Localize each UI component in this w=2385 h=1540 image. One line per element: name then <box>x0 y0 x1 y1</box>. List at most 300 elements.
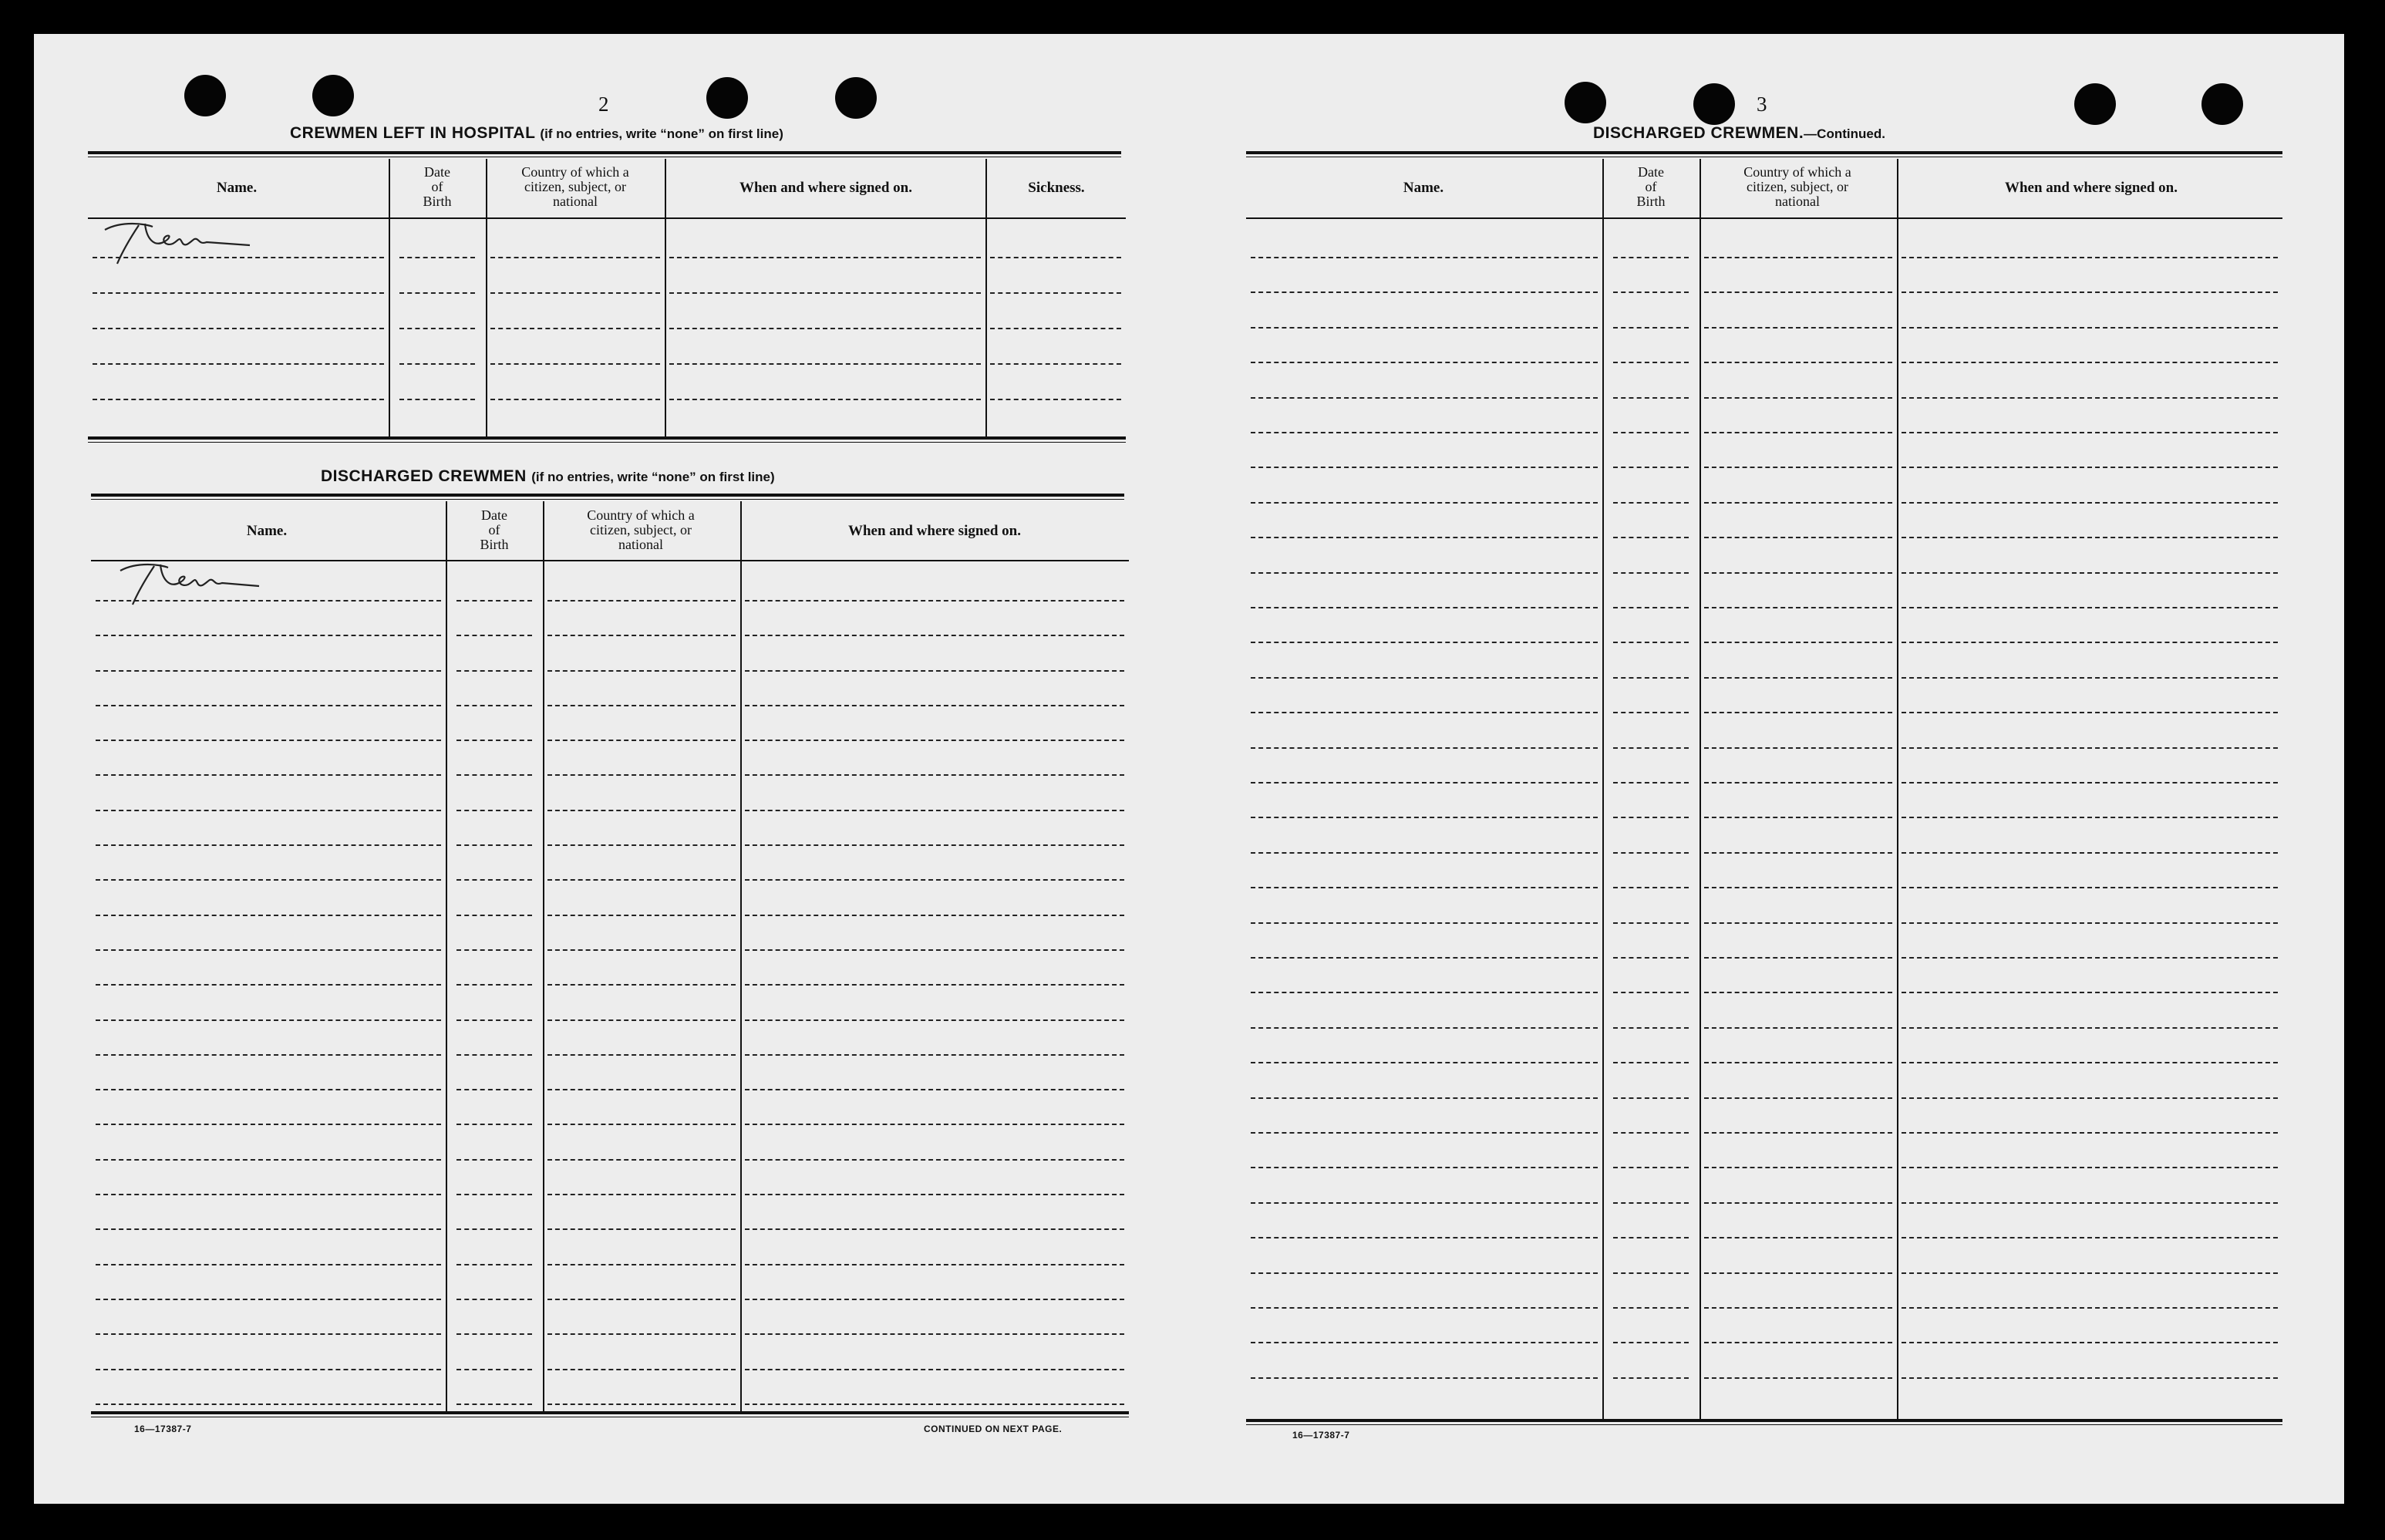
table-entry-line <box>1902 642 2278 643</box>
table-entry-line <box>1251 537 1598 538</box>
page-number-right: 3 <box>1757 93 1767 116</box>
table-entry-line <box>1902 1167 2278 1168</box>
col-header-sickness: Sickness. <box>1028 180 1085 196</box>
table-entry-line <box>547 1228 736 1230</box>
table-entry-line <box>745 1124 1124 1125</box>
table-entry-line <box>96 810 441 811</box>
table-entry-line <box>1613 362 1689 363</box>
table-entry-line <box>96 670 441 672</box>
table-entry-line <box>547 635 736 636</box>
table-entry-line <box>1902 502 2278 504</box>
table-entry-line <box>1902 1237 2278 1238</box>
table-entry-line <box>96 915 441 916</box>
table-column-divider <box>1602 159 1604 1419</box>
handwritten-none-signature <box>99 216 253 278</box>
table-entry-line <box>96 1019 441 1021</box>
table-entry-line <box>1902 747 2278 749</box>
punch-hole <box>706 77 748 119</box>
table-entry-line <box>547 670 736 672</box>
table-entry-line <box>456 1159 532 1161</box>
table-entry-line <box>1704 1307 1892 1309</box>
table-entry-line <box>456 1369 532 1370</box>
table-entry-line <box>1251 642 1598 643</box>
table-entry-line <box>745 810 1124 811</box>
table-entry-line <box>1251 1202 1598 1204</box>
table-entry-line <box>1613 992 1689 993</box>
discharged-title-text: DISCHARGED CREWMEN <box>321 467 527 485</box>
table-entry-line <box>547 844 736 846</box>
table-entry-line <box>745 1054 1124 1056</box>
table-entry-line <box>547 1299 736 1300</box>
discharged-continued-title <box>1593 124 1885 143</box>
table-entry-line <box>1902 362 2278 363</box>
table-entry-line <box>96 1124 441 1125</box>
table-entry-line <box>1902 607 2278 608</box>
table-entry-line <box>1613 397 1689 399</box>
table-entry-line <box>1613 1342 1689 1343</box>
table-entry-line <box>93 328 384 329</box>
table-bottom-rule <box>1246 1419 2282 1425</box>
table-entry-line <box>990 257 1121 258</box>
table-entry-line <box>1902 1062 2278 1063</box>
punch-hole <box>184 75 226 116</box>
table-entry-line <box>1251 887 1598 888</box>
table-entry-line <box>1704 1132 1892 1134</box>
table-entry-line <box>1251 397 1598 399</box>
table-entry-line <box>745 670 1124 672</box>
table-entry-line <box>96 705 441 706</box>
table-entry-line <box>1613 782 1689 783</box>
table-entry-line <box>1902 572 2278 574</box>
table-entry-line <box>1251 1167 1598 1168</box>
table-entry-line <box>547 949 736 951</box>
table-entry-line <box>1613 957 1689 959</box>
table-entry-line <box>1613 537 1689 538</box>
table-entry-line <box>456 705 532 706</box>
table-entry-line <box>1902 852 2278 854</box>
table-entry-line <box>456 1019 532 1021</box>
punch-hole <box>1565 82 1606 123</box>
table-entry-line <box>1704 537 1892 538</box>
table-entry-line <box>1613 291 1689 293</box>
hospital-section-title <box>290 124 783 143</box>
table-entry-line <box>456 1299 532 1300</box>
table-entry-line <box>1251 1097 1598 1099</box>
table-entry-line <box>1251 467 1598 468</box>
table-entry-line <box>745 1089 1124 1090</box>
table-entry-line <box>1251 782 1598 783</box>
table-entry-line <box>1902 782 2278 783</box>
table-entry-line <box>1613 887 1689 888</box>
table-entry-line <box>1704 572 1892 574</box>
table-entry-line <box>1902 992 2278 993</box>
hospital-title-text: CREWMEN LEFT IN HOSPITAL <box>290 124 536 142</box>
table-entry-line <box>1902 712 2278 713</box>
table-entry-line <box>1704 1027 1892 1029</box>
table-entry-line <box>456 1228 532 1230</box>
table-entry-line <box>547 1019 736 1021</box>
table-entry-line <box>1251 1377 1598 1379</box>
col-header-when-where: When and where signed on. <box>739 180 912 196</box>
col-header-when-where: When and where signed on. <box>2004 180 2178 196</box>
table-entry-line <box>1613 817 1689 818</box>
table-entry-line <box>96 1159 441 1161</box>
table-entry-line <box>1704 887 1892 888</box>
table-entry-line <box>547 600 736 602</box>
table-entry-line <box>547 1124 736 1125</box>
table-entry-line <box>1902 1342 2278 1343</box>
table-entry-line <box>93 363 384 365</box>
discharged-continued-title-text: DISCHARGED CREWMEN. <box>1593 124 1804 142</box>
table-entry-line <box>456 635 532 636</box>
form-number-right: 16—17387-7 <box>1292 1430 1350 1441</box>
table-entry-line <box>1251 677 1598 679</box>
table-entry-line <box>547 1194 736 1195</box>
col-header-name: Name. <box>1403 180 1444 196</box>
table-entry-line <box>745 1404 1124 1405</box>
table-entry-line <box>1902 887 2278 888</box>
table-entry-line <box>456 600 532 602</box>
col-header-when-where: When and where signed on. <box>847 523 1021 539</box>
table-entry-line <box>1251 957 1598 959</box>
table-entry-line <box>399 328 475 329</box>
table-entry-line <box>990 363 1121 365</box>
table-entry-line <box>399 257 475 258</box>
table-entry-line <box>93 292 384 294</box>
table-entry-line <box>745 915 1124 916</box>
table-entry-line <box>745 1159 1124 1161</box>
table-entry-line <box>96 1228 441 1230</box>
table-entry-line <box>490 363 660 365</box>
discharged-section-title <box>321 467 775 486</box>
table-entry-line <box>1251 257 1598 258</box>
table-entry-line <box>547 915 736 916</box>
table-entry-line <box>1704 782 1892 783</box>
table-entry-line <box>547 1089 736 1090</box>
table-entry-line <box>490 292 660 294</box>
table-entry-line <box>1613 747 1689 749</box>
table-entry-line <box>96 1404 441 1405</box>
table-entry-line <box>1902 327 2278 329</box>
table-entry-line <box>456 844 532 846</box>
table-entry-line <box>1902 1307 2278 1309</box>
table-entry-line <box>399 399 475 400</box>
table-entry-line <box>547 705 736 706</box>
table-entry-line <box>745 844 1124 846</box>
table-entry-line <box>1613 257 1689 258</box>
table-entry-line <box>456 1333 532 1335</box>
table-entry-line <box>1704 1167 1892 1168</box>
discharged-instruction: (if no entries, write “none” on first line) <box>531 470 775 484</box>
table-entry-line <box>745 984 1124 986</box>
table-entry-line <box>745 1264 1124 1265</box>
table-entry-line <box>1613 572 1689 574</box>
table-entry-line <box>547 1333 736 1335</box>
table-entry-line <box>547 774 736 776</box>
table-entry-line <box>1704 1237 1892 1238</box>
table-entry-line <box>1251 502 1598 504</box>
table-entry-line <box>1902 537 2278 538</box>
table-entry-line <box>96 1333 441 1335</box>
table-entry-line <box>1613 607 1689 608</box>
table-entry-line <box>456 984 532 986</box>
table-entry-line <box>547 810 736 811</box>
form-number-left: 16—17387-7 <box>134 1424 192 1434</box>
table-entry-line <box>1704 712 1892 713</box>
table-entry-line <box>1251 362 1598 363</box>
form-sheet <box>34 34 2344 1504</box>
table-column-divider <box>543 501 544 1411</box>
table-entry-line <box>1902 1377 2278 1379</box>
table-entry-line <box>96 1194 441 1195</box>
table-entry-line <box>669 292 981 294</box>
table-column-divider <box>665 159 666 436</box>
table-entry-line <box>1613 1272 1689 1274</box>
table-entry-line <box>1704 1062 1892 1063</box>
table-entry-line <box>96 774 441 776</box>
table-entry-line <box>1704 397 1892 399</box>
col-header-name: Name. <box>246 523 288 539</box>
table-entry-line <box>96 1264 441 1265</box>
table-entry-line <box>1704 642 1892 643</box>
table-entry-line <box>1613 712 1689 713</box>
table-entry-line <box>1613 1377 1689 1379</box>
table-entry-line <box>745 1194 1124 1195</box>
table-entry-line <box>1902 677 2278 679</box>
table-entry-line <box>1251 1307 1598 1309</box>
right-top-rule <box>1246 151 2282 157</box>
table-entry-line <box>1251 327 1598 329</box>
table-entry-line <box>1704 467 1892 468</box>
table-entry-line <box>547 1369 736 1370</box>
table-entry-line <box>456 810 532 811</box>
continued-note: CONTINUED ON NEXT PAGE. <box>924 1424 1063 1434</box>
table-entry-line <box>1613 642 1689 643</box>
table-entry-line <box>1902 1272 2278 1274</box>
table-entry-line <box>669 363 981 365</box>
table-entry-line <box>456 670 532 672</box>
table-entry-line <box>1704 1342 1892 1343</box>
table-entry-line <box>1613 1237 1689 1238</box>
table-entry-line <box>456 1124 532 1125</box>
table-entry-line <box>669 257 981 258</box>
table-entry-line <box>456 1264 532 1265</box>
discharged-top-rule <box>91 494 1124 500</box>
table-entry-line <box>745 774 1124 776</box>
table-entry-line <box>1251 1272 1598 1274</box>
table-entry-line <box>745 600 1124 602</box>
table-entry-line <box>547 1054 736 1056</box>
table-entry-line <box>96 844 441 846</box>
continued-suffix: —Continued. <box>1804 126 1885 141</box>
table-entry-line <box>990 292 1121 294</box>
table-entry-line <box>490 399 660 400</box>
table-entry-line <box>1902 922 2278 924</box>
table-column-divider <box>1897 159 1898 1419</box>
page-number-left: 2 <box>598 93 609 116</box>
table-column-divider <box>389 159 390 436</box>
col-header-date-of-birth: Date of Birth <box>423 164 452 209</box>
table-entry-line <box>399 292 475 294</box>
table-entry-line <box>1251 1342 1598 1343</box>
table-entry-line <box>990 328 1121 329</box>
table-entry-line <box>1902 817 2278 818</box>
table-entry-line <box>1613 922 1689 924</box>
table-bottom-rule <box>91 1411 1129 1417</box>
table-entry-line <box>93 399 384 400</box>
table-entry-line <box>745 1228 1124 1230</box>
table-entry-line <box>547 1159 736 1161</box>
table-entry-line <box>1902 291 2278 293</box>
table-entry-line <box>490 257 660 258</box>
table-entry-line <box>1704 677 1892 679</box>
table-entry-line <box>1251 607 1598 608</box>
table-entry-line <box>745 949 1124 951</box>
table-column-divider <box>446 501 447 1411</box>
table-entry-line <box>1902 957 2278 959</box>
punch-hole <box>1693 83 1735 125</box>
table-entry-line <box>1251 1062 1598 1063</box>
table-entry-line <box>1251 572 1598 574</box>
table-entry-line <box>96 1299 441 1300</box>
table-column-divider <box>740 501 742 1411</box>
table-entry-line <box>1251 817 1598 818</box>
table-entry-line <box>456 1194 532 1195</box>
table-entry-line <box>745 1369 1124 1370</box>
table-entry-line <box>547 984 736 986</box>
table-entry-line <box>1704 362 1892 363</box>
table-entry-line <box>745 1299 1124 1300</box>
table-entry-line <box>490 328 660 329</box>
table-entry-line <box>1902 257 2278 258</box>
table-column-divider <box>1699 159 1701 1419</box>
table-entry-line <box>1613 327 1689 329</box>
table-entry-line <box>669 328 981 329</box>
table-entry-line <box>1251 1237 1598 1238</box>
table-entry-line <box>456 949 532 951</box>
table-entry-line <box>1251 1027 1598 1029</box>
table-entry-line <box>1704 257 1892 258</box>
table-entry-line <box>1704 1377 1892 1379</box>
table-entry-line <box>456 915 532 916</box>
table-entry-line <box>96 1089 441 1090</box>
table-column-divider <box>486 159 487 436</box>
table-entry-line <box>745 740 1124 741</box>
table-entry-line <box>1704 992 1892 993</box>
table-entry-line <box>96 879 441 881</box>
col-header-date-of-birth: Date of Birth <box>1636 164 1666 209</box>
table-entry-line <box>456 1404 532 1405</box>
table-entry-line <box>1613 1167 1689 1168</box>
table-entry-line <box>1902 1027 2278 1029</box>
table-entry-line <box>547 1404 736 1405</box>
table-entry-line <box>456 879 532 881</box>
handwritten-none-signature <box>114 557 268 618</box>
table-entry-line <box>1902 467 2278 468</box>
table-entry-line <box>456 1054 532 1056</box>
col-header-country: Country of which a citizen, subject, or national <box>587 507 695 552</box>
table-entry-line <box>669 399 981 400</box>
table-entry-line <box>399 363 475 365</box>
table-entry-line <box>96 1369 441 1370</box>
punch-hole <box>835 77 877 119</box>
table-entry-line <box>456 774 532 776</box>
table-entry-line <box>547 879 736 881</box>
table-entry-line <box>745 635 1124 636</box>
table-entry-line <box>1704 1097 1892 1099</box>
table-entry-line <box>456 740 532 741</box>
table-entry-line <box>96 635 441 636</box>
table-entry-line <box>547 740 736 741</box>
table-entry-line <box>96 949 441 951</box>
table-entry-line <box>456 1089 532 1090</box>
table-entry-line <box>1251 712 1598 713</box>
table-entry-line <box>1251 992 1598 993</box>
col-header-date-of-birth: Date of Birth <box>480 507 509 552</box>
table-entry-line <box>1704 957 1892 959</box>
table-entry-line <box>1704 922 1892 924</box>
table-header-divider <box>1246 217 2282 219</box>
table-entry-line <box>547 1264 736 1265</box>
table-entry-line <box>1613 1097 1689 1099</box>
table-entry-line <box>990 399 1121 400</box>
table-entry-line <box>93 257 384 258</box>
table-entry-line <box>1902 1202 2278 1204</box>
table-entry-line <box>1704 1272 1892 1274</box>
table-entry-line <box>1613 677 1689 679</box>
table-header-divider <box>91 560 1129 561</box>
table-entry-line <box>1704 607 1892 608</box>
table-entry-line <box>1902 1097 2278 1099</box>
table-entry-line <box>1251 291 1598 293</box>
table-entry-line <box>1704 327 1892 329</box>
table-entry-line <box>1902 1132 2278 1134</box>
table-entry-line <box>96 740 441 741</box>
table-entry-line <box>1613 1307 1689 1309</box>
table-entry-line <box>1251 852 1598 854</box>
table-entry-line <box>745 879 1124 881</box>
punch-hole <box>2074 83 2116 125</box>
table-bottom-rule <box>88 436 1126 443</box>
table-entry-line <box>1613 1062 1689 1063</box>
hospital-top-rule <box>88 151 1121 157</box>
table-entry-line <box>1613 467 1689 468</box>
col-header-country: Country of which a citizen, subject, or national <box>1743 164 1851 209</box>
table-entry-line <box>1613 432 1689 433</box>
table-entry-line <box>1613 1202 1689 1204</box>
table-entry-line <box>96 600 441 602</box>
table-entry-line <box>1251 1132 1598 1134</box>
table-entry-line <box>1704 291 1892 293</box>
table-column-divider <box>985 159 987 436</box>
col-header-name: Name. <box>216 180 258 196</box>
table-entry-line <box>1613 502 1689 504</box>
col-header-country: Country of which a citizen, subject, or national <box>521 164 629 209</box>
punch-hole <box>312 75 354 116</box>
table-entry-line <box>1704 502 1892 504</box>
table-entry-line <box>1704 817 1892 818</box>
hospital-instruction: (if no entries, write “none” on first line) <box>540 126 783 141</box>
table-entry-line <box>1613 852 1689 854</box>
table-entry-line <box>1704 432 1892 433</box>
table-entry-line <box>1902 397 2278 399</box>
table-entry-line <box>1704 852 1892 854</box>
table-entry-line <box>1251 432 1598 433</box>
table-entry-line <box>1251 747 1598 749</box>
table-entry-line <box>1251 922 1598 924</box>
table-entry-line <box>96 984 441 986</box>
table-entry-line <box>1902 432 2278 433</box>
